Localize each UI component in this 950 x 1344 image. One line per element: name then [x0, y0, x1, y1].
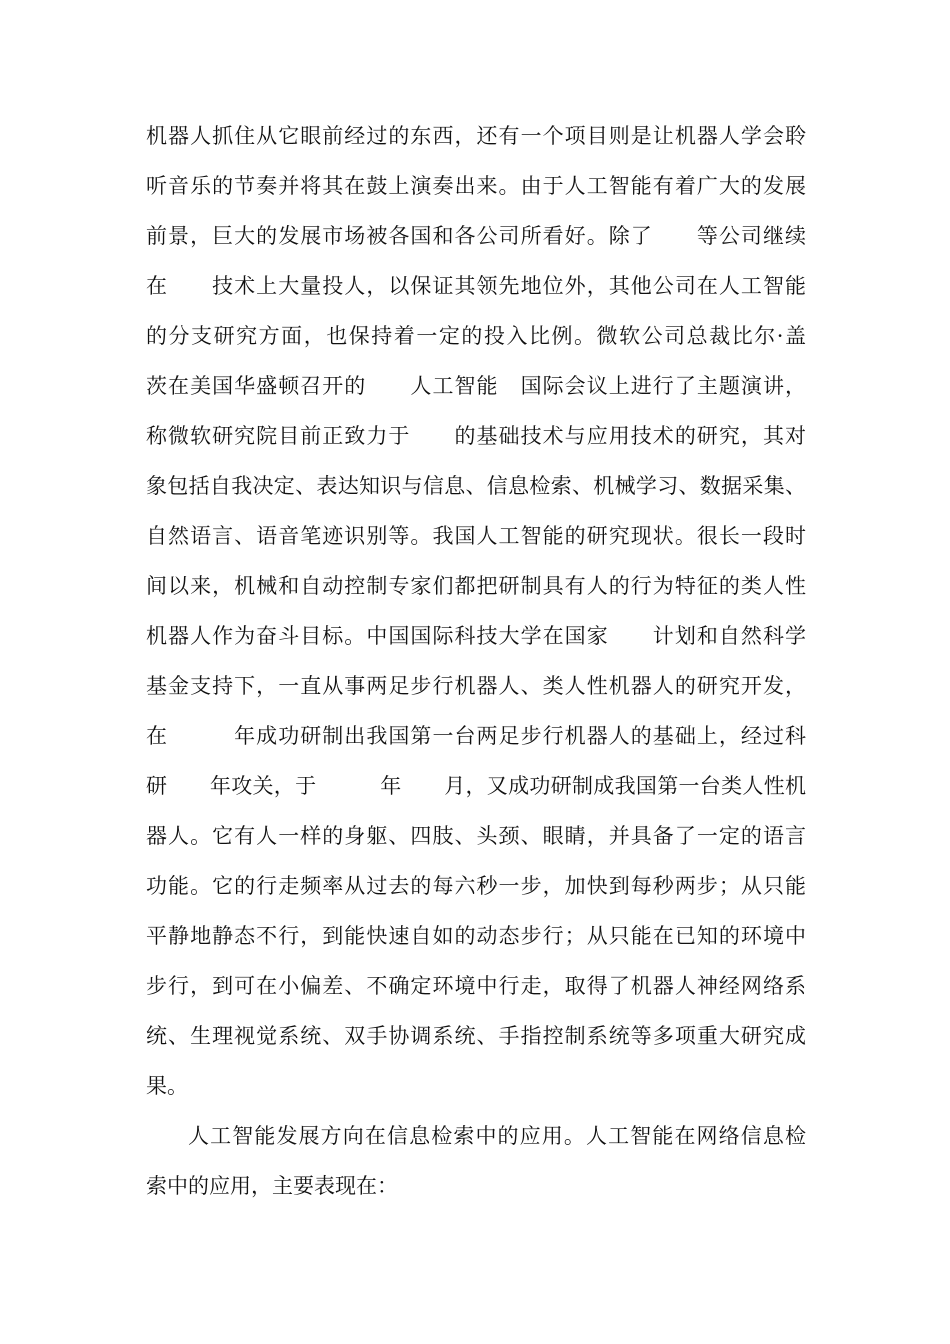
text-line: 功能。它的行走频率从过去的每六秒一步，加快到每秒两步；从只能 — [146, 874, 806, 898]
text-line: 器人。它有人一样的身躯、四肢、头颈、眼睛，并具备了一定的语言 — [146, 824, 806, 848]
text-line: 自然语言、语音笔迹识别等。我国人工智能的研究现状。很长一段时 — [146, 524, 806, 548]
text-line: 听音乐的节奏并将其在鼓上演奏出来。由于人工智能有着广大的发展 — [146, 174, 806, 198]
text-line: 间以来，机械和自动控制专家们都把研制具有人的行为特征的类人性 — [146, 574, 806, 598]
text-line: 研 年攻关，于 年 月，又成功研制成我国第一台类人性机 — [146, 774, 806, 798]
text-line: 象包括自我决定、表达知识与信息、信息检索、机械学习、数据采集、 — [146, 474, 806, 498]
text-line: 机器人抓住从它眼前经过的东西，还有一个项目则是让机器人学会聆 — [146, 124, 806, 148]
text-line: 统、生理视觉系统、双手协调系统、手指控制系统等多项重大研究成 — [146, 1024, 806, 1048]
text-line: 基金支持下，一直从事两足步行机器人、类人性机器人的研究开发， — [146, 674, 806, 698]
text-line: 机器人作为奋斗目标。中国国际科技大学在国家 计划和自然科学 — [146, 624, 806, 648]
text-line: 在 技术上大量投人，以保证其领先地位外，其他公司在人工智能 — [146, 274, 806, 298]
text-line: 索中的应用，主要表现在： — [146, 1174, 398, 1198]
text-line: 步行，到可在小偏差、不确定环境中行走，取得了机器人神经网络系 — [146, 974, 806, 998]
text-line: 在 年成功研制出我国第一台两足步行机器人的基础上，经过科 — [146, 724, 806, 748]
text-line: 人工智能发展方向在信息检索中的应用。人工智能在网络信息检 — [188, 1124, 806, 1148]
text-line: 茨在美国华盛顿召开的 人工智能 国际会议上进行了主题演讲， — [146, 374, 806, 398]
text-line: 前景，巨大的发展市场被各国和各公司所看好。除了 等公司继续 — [146, 224, 806, 248]
text-line: 果。 — [146, 1074, 188, 1098]
text-line: 称微软研究院目前正致力于 的基础技术与应用技术的研究，其对 — [146, 424, 806, 448]
text-line: 平静地静态不行，到能快速自如的动态步行；从只能在已知的环境中 — [146, 924, 806, 948]
text-line: 的分支研究方面，也保持着一定的投入比例。微软公司总裁比尔·盖 — [146, 324, 806, 348]
